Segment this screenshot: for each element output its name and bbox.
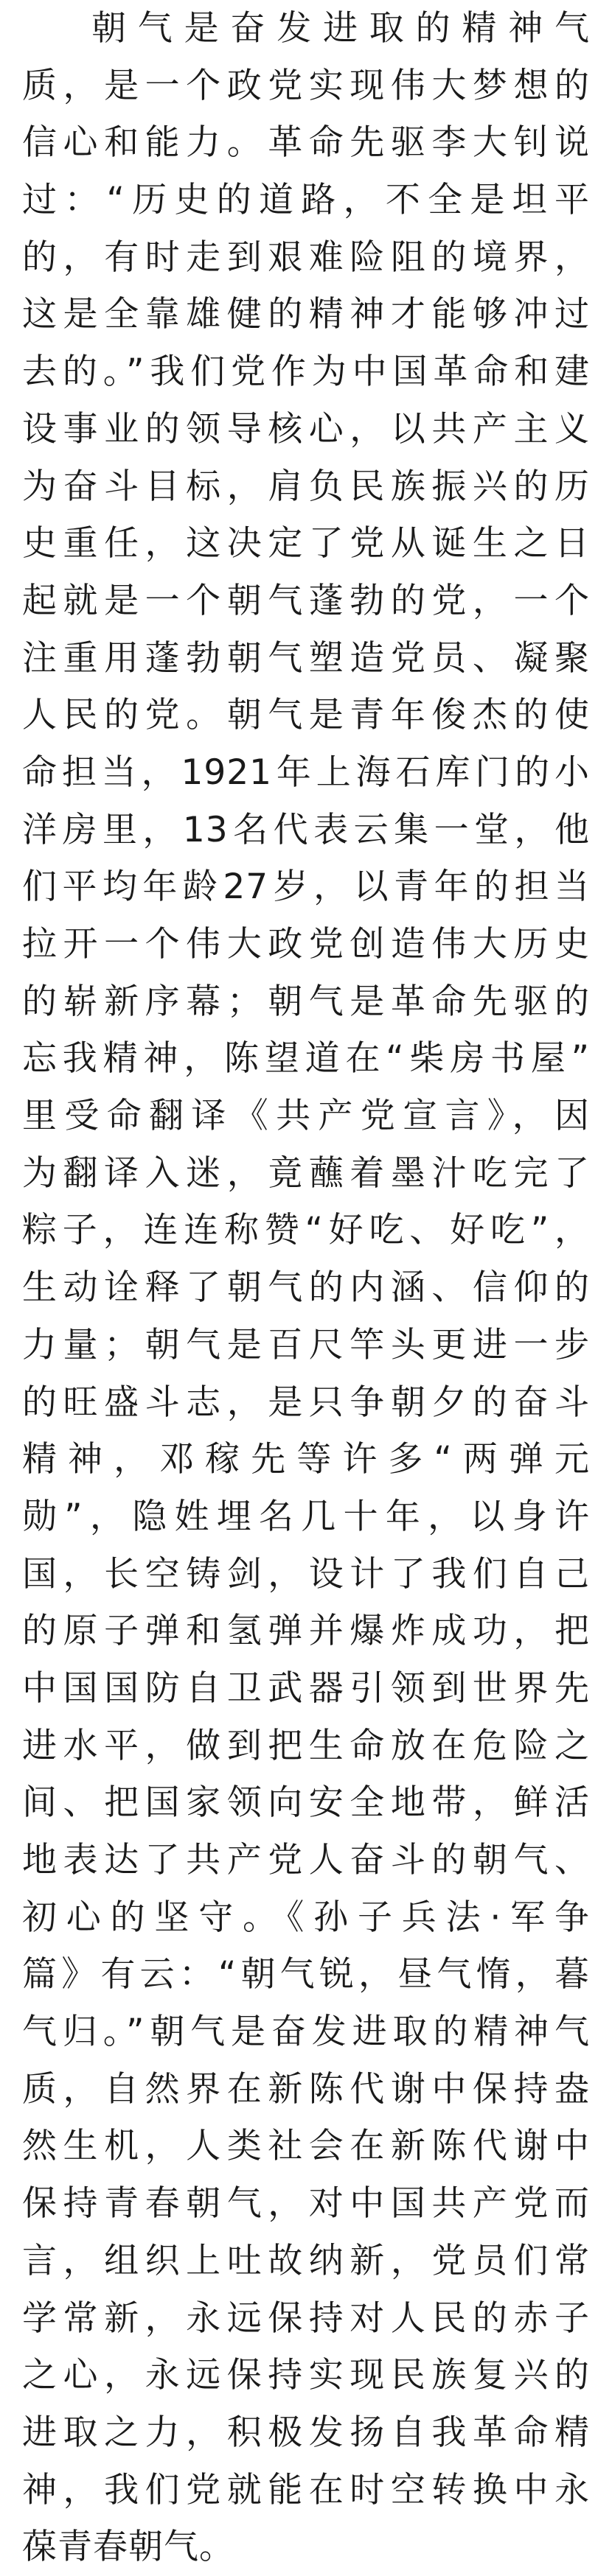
paragraph-line: 起就是一个朝气蓬勃的党，一个 [22,580,590,621]
paragraph-line: 为奋斗目标，肩负民族振兴的历 [22,466,590,507]
paragraph-line: 力量；朝气是百尺竿头更进一步 [22,1324,590,1365]
paragraph-line: 保持青春朝气，对中国共产党而 [22,2183,590,2225]
paragraph-line: 过：“历史的道路，不全是坦平 [22,180,590,221]
paragraph-line: 勋”，隐姓埋名几十年，以身许 [22,1496,590,1537]
paragraph-line: 学常新，永远保持对人民的赤子 [22,2297,590,2339]
paragraph-line: 的，有时走到艰难险阻的境界， [22,237,590,278]
paragraph-line: 的旺盛斗志，是只争朝夕的奋斗 [22,1382,590,1423]
paragraph-line: 言，组织上吐故纳新，党员们常 [22,2240,590,2281]
paragraph-line: 命担当，1921年上海石库门的小 [22,752,590,793]
paragraph-line: 然生机，人类社会在新陈代谢中 [22,2126,590,2167]
paragraph-line: 精神，邓稼先等许多“两弹元 [22,1439,590,1480]
paragraph-line: 拉开一个伟大政党创造伟大历史 [22,924,590,965]
paragraph-line: 忘我精神，陈望道在“柴房书屋” [22,1038,590,1079]
paragraph-line: 粽子，连连称赞“好吃、好吃”， [22,1210,590,1251]
paragraph-line: 注重用蓬勃朝气塑造党员、凝聚 [22,637,590,679]
paragraph-line: 洋房里，13名代表云集一堂，他 [22,809,590,850]
paragraph-line: 篇》有云：“朝气锐，昼气惰，暮 [22,1954,590,1995]
paragraph-line: 这是全靠雄健的精神才能够冲过 [22,294,590,335]
paragraph-line: 之心，永远保持实现民族复兴的 [22,2355,590,2396]
paragraph-line: 们平均年龄27岁，以青年的担当 [22,867,590,908]
paragraph-line: 葆青春朝气。 [22,2527,234,2568]
paragraph-line: 进取之力，积极发扬自我革命精 [22,2412,590,2453]
paragraph-line: 的原子弹和氢弹并爆炸成功，把 [22,1611,590,1652]
paragraph-line: 设事业的领导核心，以共产主义 [22,408,590,449]
paragraph-line: 朝气是奋发进取的精神气 [91,8,590,49]
paragraph-line: 生动诠释了朝气的内涵、信仰的 [22,1267,590,1309]
paragraph-line: 信心和能力。革命先驱李大钊说 [22,122,590,164]
paragraph-line: 人民的党。朝气是青年俊杰的使 [22,695,590,736]
paragraph-line: 质，自然界在新陈代谢中保持盎 [22,2068,590,2110]
paragraph-line: 为翻译入迷，竟蘸着墨汁吃完了 [22,1152,590,1194]
paragraph-line: 中国国防自卫武器引领到世界先 [22,1667,590,1709]
paragraph-line: 里受命翻译《共产党宣言》，因 [22,1096,590,1137]
paragraph-line: 去的。”我们党作为中国革命和建 [22,351,590,393]
paragraph-line: 质，是一个政党实现伟大梦想的 [22,65,590,106]
paragraph-line: 进水平，做到把生命放在危险之 [22,1725,590,1766]
paragraph-line: 的崭新序幕；朝气是革命先驱的 [22,981,590,1022]
paragraph-line: 初心的坚守。《孙子兵法·军争 [22,1897,590,1938]
paragraph-line: 神，我们党就能在时空转换中永 [22,2469,590,2510]
paragraph-line: 间、把国家领向安全地带，鲜活 [22,1782,590,1824]
paragraph-line: 气归。”朝气是奋发进取的精神气 [22,2012,590,2053]
paragraph-line: 地表达了共产党人奋斗的朝气、 [22,1840,590,1880]
paragraph-line: 史重任，这决定了党从诞生之日 [22,523,590,564]
paragraph-line: 国，长空铸剑，设计了我们自己 [22,1553,590,1595]
